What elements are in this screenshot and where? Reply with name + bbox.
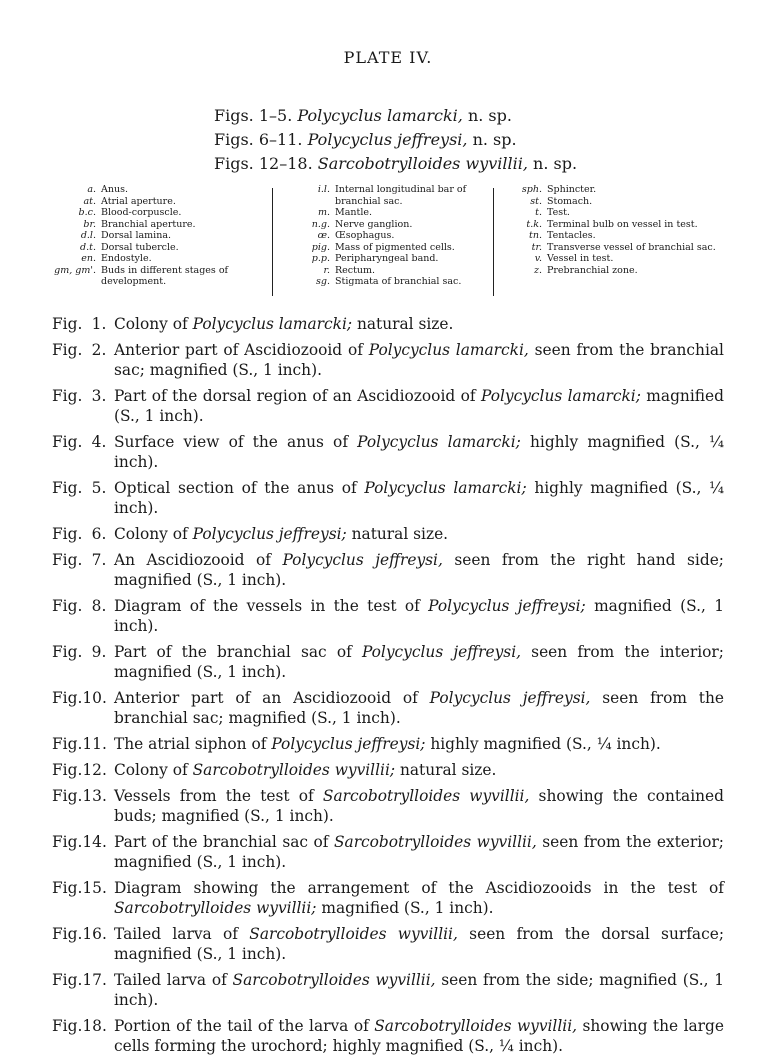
figure-number: 8. xyxy=(91,597,107,615)
caption-text: magnified (S., 1 inch). xyxy=(114,597,725,635)
legend-entry xyxy=(498,253,738,265)
caption-text: Diagram of the vessels in the test of xyxy=(114,597,429,615)
legend-abbr: sg. xyxy=(316,276,330,287)
legend-abbr: z. xyxy=(533,264,542,276)
figure-number: 1. xyxy=(91,315,107,333)
figure-list xyxy=(52,314,724,1062)
figure-description xyxy=(114,970,724,1010)
figure-number: 13. xyxy=(82,787,107,805)
legend-definition: Sphincter. xyxy=(547,184,597,195)
figure-description xyxy=(114,596,724,636)
figure-label-word: Fig. xyxy=(52,761,83,779)
figure-description xyxy=(114,550,724,590)
species-name: Polycyclus jeffreysi; xyxy=(428,597,586,615)
abbreviation-legend xyxy=(36,184,736,304)
figure-caption xyxy=(52,878,724,918)
caption-text: seen from the branchial sac; magnified (S., 1 inch). xyxy=(114,341,724,379)
legend-entry xyxy=(498,219,738,231)
figure-label-word: Fig. xyxy=(52,925,83,943)
figure-number: 5. xyxy=(91,479,107,497)
caption-text: Part of the branchial sac of xyxy=(114,833,334,851)
caption-text: showing the contained buds; magnified (S., 1 inch). xyxy=(114,787,725,825)
figure-number: 6. xyxy=(91,525,107,543)
species-name: Polycyclus lamarcki; xyxy=(364,479,527,497)
caption-text: seen from the interior; magnified (S., 1 inch). xyxy=(114,643,724,681)
species-figs: Figs. 12–18. xyxy=(214,154,313,173)
caption-text: seen from the exterior; magnified (S., 1 inch). xyxy=(114,833,724,871)
caption-text: Diagram showing the arrangement of the Ascidiozooids in the test of xyxy=(114,879,724,897)
legend-definition: Peripharyngeal band. xyxy=(335,253,439,264)
species-figs: Figs. 6–11. xyxy=(214,130,303,149)
figure-caption xyxy=(52,524,724,544)
legend-entry xyxy=(36,207,266,219)
legend-definition: Anus. xyxy=(101,184,128,195)
figure-label-word: Fig. xyxy=(52,387,83,405)
caption-text: Surface view of the anus of xyxy=(114,433,358,451)
caption-text: highly magnified (S., ¼ inch). xyxy=(425,735,661,753)
species-name: Sarcobotrylloides wyvillii; xyxy=(114,899,317,917)
species-name: Polycyclus jeffreysi; xyxy=(192,525,347,543)
legend-entry xyxy=(278,265,488,277)
legend-definition: Endostyle. xyxy=(101,253,152,264)
legend-entry xyxy=(36,219,266,231)
caption-text: The atrial siphon of xyxy=(114,735,272,753)
figure-number: 2. xyxy=(91,341,107,359)
caption-text: An Ascidiozooid of xyxy=(114,551,283,569)
legend-abbr: br. xyxy=(83,218,96,230)
caption-text: natural size. xyxy=(395,761,497,779)
caption-text: magnified (S., 1 inch). xyxy=(316,899,494,917)
figure-description xyxy=(114,386,724,426)
figure-description xyxy=(114,688,724,728)
figure-label xyxy=(52,786,114,826)
caption-text: Tailed larva of xyxy=(114,925,250,943)
figure-caption xyxy=(52,596,724,636)
legend-definition: Vessel in test. xyxy=(547,253,614,264)
caption-text: seen from the dorsal surface; magnified (S., 1 inch). xyxy=(114,925,725,963)
figure-description xyxy=(114,924,724,964)
figure-caption xyxy=(52,970,724,1010)
species-line xyxy=(214,128,694,152)
legend-divider xyxy=(493,188,494,296)
species-name: Sarcobotrylloides wyvillii; xyxy=(192,761,396,779)
caption-text: showing the large cells forming the urochord; highly magnified (S., ¼ inch). xyxy=(114,1017,724,1055)
legend-abbr: st. xyxy=(530,195,542,207)
caption-text: Anterior part of an Ascidiozooid of xyxy=(114,689,430,707)
figure-label xyxy=(52,386,114,426)
figure-label xyxy=(52,878,114,918)
species-line xyxy=(214,104,694,128)
figure-label-word: Fig. xyxy=(52,433,83,451)
legend-abbr: b.c. xyxy=(78,207,96,218)
legend-abbr: tn. xyxy=(529,230,542,241)
figure-description xyxy=(114,878,724,918)
legend-abbr: r. xyxy=(323,264,330,276)
caption-text: natural size. xyxy=(346,525,449,543)
species-name: Polycyclus jeffreysi, xyxy=(361,643,522,661)
legend-definition: Terminal bulb on vessel in test. xyxy=(547,218,698,230)
legend-abbr: pig. xyxy=(311,241,330,253)
species-suffix: n. sp. xyxy=(472,130,517,149)
legend-definition: Dorsal tubercle. xyxy=(101,241,179,253)
figure-label-word: Fig. xyxy=(52,787,83,805)
legend-entry xyxy=(36,265,266,288)
figure-description xyxy=(114,314,724,334)
figure-caption xyxy=(52,786,724,826)
figure-label xyxy=(52,596,114,636)
species-name: Polycyclus jeffreysi; xyxy=(271,735,426,753)
figure-number: 18. xyxy=(82,1017,107,1035)
caption-text: Part of the dorsal region of an Ascidiozooid of xyxy=(114,387,481,405)
legend-entry xyxy=(278,230,488,242)
species-name: Polycyclus jeffreysi, xyxy=(429,689,591,707)
species-name: Polycyclus lamarcki; xyxy=(192,315,353,333)
caption-text: natural size. xyxy=(352,315,454,333)
legend-abbr: tr. xyxy=(531,241,542,253)
figure-number: 17. xyxy=(82,971,107,989)
figure-caption xyxy=(52,478,724,518)
figure-caption xyxy=(52,688,724,728)
legend-abbr: d.l. xyxy=(80,230,96,241)
figure-description xyxy=(114,760,724,780)
figure-caption xyxy=(52,832,724,872)
legend-definition: Buds in different stages of development. xyxy=(101,264,229,287)
figure-label xyxy=(52,924,114,964)
caption-text: Tailed larva of xyxy=(114,971,233,989)
figure-caption xyxy=(52,550,724,590)
figure-number: 4. xyxy=(91,433,107,451)
legend-abbr: i.l. xyxy=(317,184,330,195)
caption-text: Colony of xyxy=(114,761,193,779)
species-name: Sarcobotrylloides wyvillii, xyxy=(232,971,436,989)
figure-number: 12. xyxy=(82,761,107,779)
figure-label xyxy=(52,478,114,518)
legend-entry xyxy=(36,196,266,208)
legend-abbr: t.k. xyxy=(526,218,542,230)
legend-definition: Tentacles. xyxy=(547,230,596,241)
figure-number: 16. xyxy=(82,925,107,943)
legend-definition: Rectum. xyxy=(335,264,376,276)
legend-definition: Nerve ganglion. xyxy=(335,218,413,230)
species-name: Polycyclus lamarcki, xyxy=(297,106,463,125)
legend-abbr: sph. xyxy=(521,184,542,195)
legend-entry xyxy=(498,242,738,254)
figure-label-word: Fig. xyxy=(52,689,83,707)
species-name: Polycyclus lamarcki; xyxy=(357,433,521,451)
legend-column-1 xyxy=(36,184,266,288)
legend-abbr: en. xyxy=(81,253,96,264)
figure-number: 9. xyxy=(91,643,107,661)
species-suffix: n. sp. xyxy=(533,154,578,173)
species-name: Sarcobotrylloides wyvillii, xyxy=(322,787,530,805)
caption-text: Anterior part of Ascidiozooid of xyxy=(114,341,369,359)
caption-text: Vessels from the test of xyxy=(114,787,323,805)
figure-number: 3. xyxy=(91,387,107,405)
legend-entry xyxy=(498,207,738,219)
figure-caption xyxy=(52,432,724,472)
plate-title: PLATE IV. xyxy=(343,48,433,67)
legend-abbr: d.t. xyxy=(80,241,96,253)
legend-definition: Branchial aperture. xyxy=(101,218,196,230)
figure-label-word: Fig. xyxy=(52,315,83,333)
legend-entry xyxy=(278,276,488,288)
legend-definition: Transverse vessel of branchial sac. xyxy=(547,241,716,253)
figure-caption xyxy=(52,386,724,426)
species-figs: Figs. 1–5. xyxy=(214,106,293,125)
legend-entry xyxy=(498,265,738,277)
legend-entry xyxy=(278,242,488,254)
legend-abbr: a. xyxy=(87,184,96,195)
figure-caption xyxy=(52,924,724,964)
figure-caption xyxy=(52,734,724,754)
figure-label-word: Fig. xyxy=(52,551,83,569)
legend-column-3 xyxy=(498,184,738,276)
legend-abbr: p.p. xyxy=(311,253,330,264)
figure-label-word: Fig. xyxy=(52,597,83,615)
figure-label xyxy=(52,432,114,472)
caption-text: Part of the branchial sac of xyxy=(114,643,362,661)
legend-definition: Atrial aperture. xyxy=(101,195,176,207)
figure-label-word: Fig. xyxy=(52,971,83,989)
caption-text: seen from the branchial sac; magnified (S., 1 inch). xyxy=(114,689,724,727)
legend-abbr: m. xyxy=(317,207,330,218)
figure-label xyxy=(52,340,114,380)
species-name: Sarcobotrylloides wyvillii, xyxy=(333,833,537,851)
figure-label xyxy=(52,314,114,334)
caption-text: seen from the right hand side; magnified (S., 1 inch). xyxy=(114,551,724,589)
caption-text: Colony of xyxy=(114,315,193,333)
species-name: Sarcobotrylloides wyvillii, xyxy=(374,1017,578,1035)
figure-label xyxy=(52,734,114,754)
legend-entry xyxy=(278,253,488,265)
legend-entry xyxy=(278,207,488,219)
legend-entry xyxy=(36,253,266,265)
caption-text: Colony of xyxy=(114,525,193,543)
figure-label-word: Fig. xyxy=(52,341,83,359)
legend-definition: Mantle. xyxy=(335,207,373,218)
species-name: Polycyclus jeffreysi, xyxy=(307,130,468,149)
figure-label xyxy=(52,832,114,872)
figure-label-word: Fig. xyxy=(52,643,83,661)
species-name: Sarcobotrylloides wyvillii, xyxy=(249,925,458,943)
caption-text: highly magnified (S., ¼ inch). xyxy=(114,479,725,517)
legend-entry xyxy=(498,230,738,242)
legend-definition: Œsophagus. xyxy=(335,230,395,241)
figure-number: 10. xyxy=(82,689,107,707)
species-name: Polycyclus lamarcki; xyxy=(480,387,641,405)
figure-label-word: Fig. xyxy=(52,525,83,543)
figure-label-word: Fig. xyxy=(52,879,83,897)
legend-entry xyxy=(278,219,488,231)
species-name: Polycyclus jeffreysi, xyxy=(282,551,443,569)
legend-abbr: t. xyxy=(535,207,542,218)
figure-description xyxy=(114,734,724,754)
caption-text: magnified (S., 1 inch). xyxy=(114,387,724,425)
legend-entry xyxy=(498,196,738,208)
legend-definition: Stomach. xyxy=(547,195,593,207)
figure-description xyxy=(114,786,724,826)
figure-description xyxy=(114,524,724,544)
figure-description xyxy=(114,340,724,380)
figure-label xyxy=(52,642,114,682)
legend-abbr: n.g. xyxy=(311,218,330,230)
figure-label xyxy=(52,970,114,1010)
figure-caption xyxy=(52,340,724,380)
figure-description xyxy=(114,432,724,472)
figure-description xyxy=(114,478,724,518)
legend-divider xyxy=(272,188,273,296)
legend-abbr: gm, gm'. xyxy=(54,264,96,276)
figure-label-word: Fig. xyxy=(52,735,83,753)
figure-number: 7. xyxy=(91,551,107,569)
figure-caption xyxy=(52,314,724,334)
legend-definition: Dorsal lamina. xyxy=(101,230,172,241)
figure-caption xyxy=(52,1016,724,1056)
species-line xyxy=(214,152,694,176)
legend-definition: Blood-corpuscle. xyxy=(101,207,182,218)
figure-label xyxy=(52,688,114,728)
figure-label xyxy=(52,550,114,590)
figure-description xyxy=(114,642,724,682)
figure-label xyxy=(52,760,114,780)
figure-caption xyxy=(52,642,724,682)
legend-definition: Internal longitudinal bar of branchial sac. xyxy=(335,184,467,207)
legend-abbr: at. xyxy=(83,195,96,207)
legend-entry xyxy=(278,184,488,207)
figure-number: 11. xyxy=(82,735,107,753)
caption-text: Portion of the tail of the larva of xyxy=(114,1017,375,1035)
legend-entry xyxy=(36,230,266,242)
figure-label xyxy=(52,524,114,544)
figure-description xyxy=(114,832,724,872)
legend-definition: Prebranchial zone. xyxy=(547,264,638,276)
legend-definition: Mass of pigmented cells. xyxy=(335,241,455,253)
legend-abbr: v. xyxy=(534,253,542,264)
figure-description xyxy=(114,1016,724,1056)
legend-definition: Stigmata of branchial sac. xyxy=(335,276,462,287)
caption-text: seen from the side; magnified (S., 1 inch). xyxy=(114,971,725,1009)
figure-label-word: Fig. xyxy=(52,1017,83,1035)
species-name: Sarcobotrylloides wyvillii, xyxy=(317,154,528,173)
caption-text: Optical section of the anus of xyxy=(114,479,365,497)
figure-number: 15. xyxy=(82,879,107,897)
species-name: Polycyclus lamarcki, xyxy=(368,341,529,359)
caption-text: highly magnified (S., ¼ inch). xyxy=(114,433,724,471)
figure-label xyxy=(52,1016,114,1056)
figure-caption xyxy=(52,760,724,780)
species-list xyxy=(214,104,694,176)
species-suffix: n. sp. xyxy=(467,106,512,125)
legend-definition: Test. xyxy=(547,207,570,218)
figure-label-word: Fig. xyxy=(52,479,83,497)
legend-entry xyxy=(36,184,266,196)
figure-number: 14. xyxy=(82,833,107,851)
legend-entry xyxy=(36,242,266,254)
legend-abbr: œ. xyxy=(317,230,330,241)
figure-label-word: Fig. xyxy=(52,833,83,851)
legend-column-2 xyxy=(278,184,488,288)
legend-entry xyxy=(498,184,738,196)
